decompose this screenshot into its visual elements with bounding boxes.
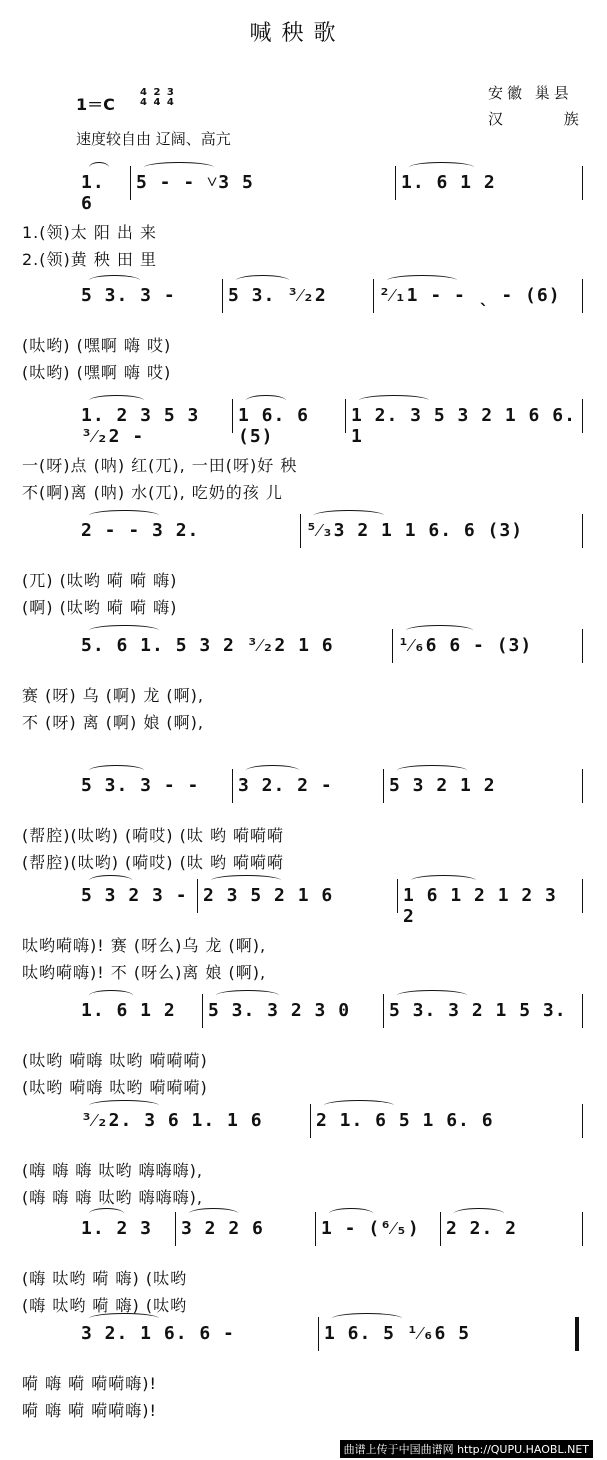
slur-mark <box>211 875 281 886</box>
lyric-line-1: (兀) (呔哟 嗬 嗬 嗨) <box>22 571 178 590</box>
barline <box>440 1212 441 1246</box>
barline <box>582 879 583 913</box>
barline <box>383 994 384 1028</box>
lyric-line-1: (帮腔)(呔哟) (嗬哎) (呔 哟 嗬嗬嗬 <box>22 826 285 845</box>
measure-notes: ⁵⁄₃3 2 1 1 6. 6 (3) <box>306 520 524 541</box>
barline <box>582 399 583 433</box>
barline <box>373 279 374 313</box>
time-signature-3: 3 4 <box>166 87 174 108</box>
slur-mark <box>236 275 289 286</box>
barline <box>582 1104 583 1138</box>
measure-notes: 1. 6 1 2 <box>401 172 496 193</box>
measure-notes: 1 6. 6 (5) <box>238 405 310 447</box>
time-signature-1: 4 4 <box>140 87 147 108</box>
slur-mark <box>246 395 286 406</box>
barline <box>175 1212 176 1246</box>
measure-notes: 1 - (⁶⁄₅) <box>321 1218 420 1239</box>
barline <box>345 399 346 433</box>
lyric-line-1: 一(呀)点 (呐) 红(兀), 一田(呀)好 秧 <box>22 456 298 475</box>
barline <box>197 879 198 913</box>
slur-mark <box>216 990 279 1001</box>
slur-mark <box>89 162 109 173</box>
barline <box>397 879 398 913</box>
lyric-line-1: (呔哟) (嘿啊 嗨 哎) <box>22 336 172 355</box>
barline <box>582 514 583 548</box>
slur-mark <box>89 395 144 406</box>
measure-notes: 5 3 2 1 2 <box>389 775 496 796</box>
slur-mark <box>89 1208 124 1219</box>
measure-notes: 5. 6 1. 5 3 2 ³⁄₂2 1 6 <box>81 635 334 656</box>
barline <box>582 994 583 1028</box>
barline <box>300 514 301 548</box>
origin-ethnicity: 汉 族 <box>488 110 607 128</box>
barline <box>582 1212 583 1246</box>
measure-notes: 5 3. 3 2 1 5 3. <box>389 1000 567 1021</box>
measure-notes: 5 3. 3 - <box>81 285 176 306</box>
measure-notes: 1. 6 <box>81 172 105 214</box>
measure-notes: 1. 2 3 <box>81 1218 153 1239</box>
slur-mark <box>144 162 214 173</box>
lyric-line-1: (呔哟 嗬嗨 呔哟 嗬嗬嗬) <box>22 1051 208 1070</box>
slur-mark <box>329 1208 373 1219</box>
tempo-marking: 速度较自由 辽阔、高亢 <box>76 130 231 148</box>
measure-notes: 5 3. 3 - - <box>81 775 200 796</box>
slur-mark <box>397 990 467 1001</box>
measure-notes: ²⁄₁1 - - ˎ - (6) <box>379 285 561 306</box>
barline <box>582 769 583 803</box>
slur-mark <box>89 765 144 776</box>
barline <box>383 769 384 803</box>
slur-mark <box>246 765 299 776</box>
song-title: 喊秧歌 <box>249 21 346 46</box>
measure-notes: 1 6. 5 ¹⁄₆6 5 <box>324 1323 471 1344</box>
measure-notes: 5 3. ³⁄₂2 <box>228 285 327 306</box>
barline <box>582 279 583 313</box>
time-signatures <box>140 88 177 108</box>
measure-notes: ³⁄₂2. 3 6 1. 1 6 <box>81 1110 263 1131</box>
slur-mark <box>89 510 159 521</box>
slur-mark <box>89 1313 159 1324</box>
slur-mark <box>387 275 457 286</box>
measure-notes: 1 2. 3 5 3 2 1 6 6. 1 <box>351 405 576 447</box>
lyric-line-1: 赛 (呀) 乌 (啊) 龙 (啊), <box>22 686 204 705</box>
measure-notes: 2 3 5 2 1 6 <box>203 885 334 906</box>
slur-mark <box>406 625 473 636</box>
slur-mark <box>314 510 384 521</box>
slur-mark <box>409 162 474 173</box>
slur-mark <box>359 395 429 406</box>
lyric-line-2: (啊) (呔哟 嗬 嗬 嗨) <box>22 598 178 617</box>
barline <box>232 399 233 433</box>
site-watermark: 曲谱上传于中国曲谱网 http://QUPU.HAOBL.NET <box>340 1440 593 1458</box>
barline <box>582 629 583 663</box>
origin-region: 安徽 巢县 <box>488 84 573 102</box>
slur-mark <box>411 875 476 886</box>
measure-notes: 1. 2 3 5 3 ³⁄₂2 - <box>81 405 200 447</box>
lyric-line-2: (帮腔)(呔哟) (嗬哎) (呔 哟 嗬嗬嗬 <box>22 853 285 872</box>
measure-notes: 5 3. 3 2 3 0 <box>208 1000 351 1021</box>
slur-mark <box>189 1208 238 1219</box>
slur-mark <box>89 990 133 1001</box>
barline <box>575 1317 579 1351</box>
barline <box>202 994 203 1028</box>
barline <box>318 1317 319 1351</box>
slur-mark <box>89 875 132 886</box>
barline <box>232 769 233 803</box>
lyric-line-2: (嗨 呔哟 嗬 嗨) (呔哟 <box>22 1296 188 1315</box>
barline <box>315 1212 316 1246</box>
measure-notes: 2 2. 2 <box>446 1218 518 1239</box>
time-signature-2: 2 4 <box>153 87 161 108</box>
barline <box>130 166 131 200</box>
lyric-line-2: 呔哟嗬嗨)! 不 (呀么)离 娘 (啊), <box>22 963 267 982</box>
measure-notes: 3 2 2 6 <box>181 1218 264 1239</box>
measure-notes: 3 2. 1 6. 6 - <box>81 1323 235 1344</box>
slur-mark <box>397 765 467 776</box>
measure-notes: 2 1. 6 5 1 6. 6 <box>316 1110 494 1131</box>
lyric-line-2: 嗬 嗨 嗬 嗬嗬嗨)! <box>22 1401 157 1420</box>
lyric-line-2: 不(啊)离 (呐) 水(兀), 吃奶的孩 儿 <box>22 483 283 502</box>
slur-mark <box>89 275 140 286</box>
lyric-line-2: (呔哟) (嘿啊 嗨 哎) <box>22 363 172 382</box>
slur-mark <box>324 1100 394 1111</box>
slur-mark <box>454 1208 504 1219</box>
slur-mark <box>332 1313 402 1324</box>
measure-notes: 5 - - ˅3 5 <box>136 172 254 193</box>
measure-notes: ¹⁄₆6 6 - (3) <box>398 635 533 656</box>
lyric-line-2: (嗨 嗨 嗨 呔哟 嗨嗨嗨), <box>22 1188 203 1207</box>
lyric-line-1: 嗬 嗨 嗬 嗬嗬嗨)! <box>22 1374 157 1393</box>
measure-notes: 1. 6 1 2 <box>81 1000 176 1021</box>
lyric-line-2: 不 (呀) 离 (啊) 娘 (啊), <box>22 713 204 732</box>
measure-notes: 3 2. 2 - <box>238 775 333 796</box>
measure-notes: 2 - - 3 2. <box>81 520 200 541</box>
barline <box>392 629 393 663</box>
lyric-line-1: 1.(领)太 阳 出 来 <box>22 223 158 242</box>
key-signature: 1＝C <box>76 95 115 114</box>
lyric-line-2: (呔哟 嗬嗨 呔哟 嗬嗬嗬) <box>22 1078 208 1097</box>
barline <box>310 1104 311 1138</box>
lyric-line-1: (嗨 嗨 嗨 呔哟 嗨嗨嗨), <box>22 1161 203 1180</box>
slur-mark <box>89 1100 159 1111</box>
lyric-line-2: 2.(领)黄 秧 田 里 <box>22 250 158 269</box>
barline <box>395 166 396 200</box>
lyric-line-1: 呔哟嗬嗨)! 赛 (呀么)乌 龙 (啊), <box>22 936 267 955</box>
barline <box>222 279 223 313</box>
measure-notes: 5 3 2 3 - <box>81 885 188 906</box>
slur-mark <box>89 625 159 636</box>
measure-notes: 1 6 1 2 1 2 3 2 <box>403 885 557 927</box>
lyric-line-1: (嗨 呔哟 嗬 嗨) (呔哟 <box>22 1269 188 1288</box>
barline <box>582 166 583 200</box>
